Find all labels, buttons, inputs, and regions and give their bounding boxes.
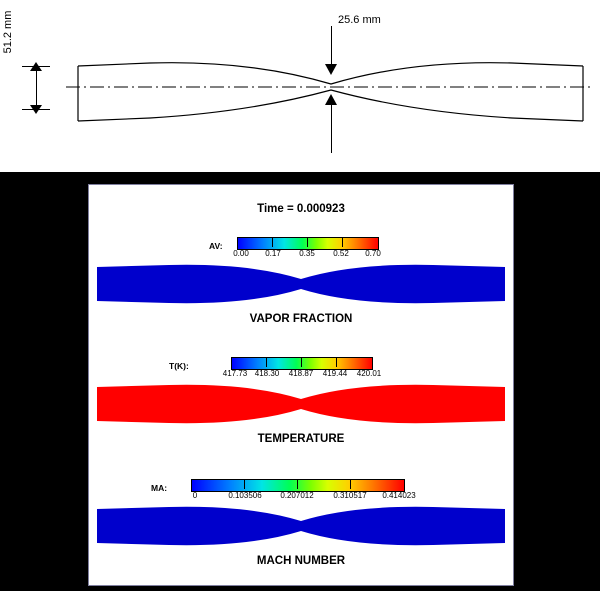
tick-label: 0.310517 xyxy=(333,491,367,500)
nozzle-field-vapor-fraction xyxy=(89,261,513,307)
field-contour xyxy=(97,385,505,423)
tick-label: 420.01 xyxy=(356,369,382,378)
panel-vapor-fraction xyxy=(89,235,513,325)
legend-key-label: T(K): xyxy=(169,361,189,371)
nozzle-outline-svg xyxy=(0,0,600,172)
field-contour xyxy=(97,507,505,545)
inlet-dim-shaft xyxy=(36,66,37,110)
panel-caption: MACH NUMBER xyxy=(256,555,346,567)
colorbar-tick xyxy=(297,480,298,489)
nozzle-field-temperature xyxy=(89,381,513,427)
throat-dimension-label: 25.6 mm xyxy=(338,14,381,26)
tick-label: 418.87 xyxy=(288,369,314,378)
tick-label: 0.52 xyxy=(333,249,349,258)
inlet-dim-arrow-bottom xyxy=(30,105,42,114)
throat-arrow-upper-head xyxy=(325,64,337,75)
panel-caption: TEMPERATURE xyxy=(257,433,345,445)
tick-label: 418.30 xyxy=(254,369,280,378)
colorbar-tick xyxy=(342,238,343,247)
colorbar-tick xyxy=(266,358,267,367)
panel-mach-number xyxy=(89,477,513,567)
tick-label: 0.00 xyxy=(233,249,249,258)
field-contour xyxy=(97,265,505,303)
inlet-dim-arrow-top xyxy=(30,62,42,71)
colorbar-tick-labels xyxy=(233,249,381,261)
legend-key-label: AV: xyxy=(209,241,223,251)
tick-label: 0.207012 xyxy=(280,491,314,500)
colorbar-tick xyxy=(301,358,302,367)
colorbar-tick xyxy=(307,238,308,247)
colorbar-tick xyxy=(350,480,351,489)
tick-label: 0.70 xyxy=(365,249,381,258)
cfd-result-canvas xyxy=(0,172,600,591)
inlet-dimension-label: 51.2 mm xyxy=(2,10,14,54)
legend-key-label: MA: xyxy=(151,483,168,493)
cfd-plot-area xyxy=(88,184,514,586)
tick-label: 0.103506 xyxy=(228,491,262,500)
throat-arrow-lower-head xyxy=(325,94,337,105)
legend-vapor-fraction xyxy=(89,235,513,261)
tick-label: 0 xyxy=(192,491,198,500)
panel-temperature xyxy=(89,355,513,445)
colorbar-tick xyxy=(244,480,245,489)
tick-label: 0.414023 xyxy=(382,491,416,500)
legend-mach-number xyxy=(89,477,513,503)
colorbar-tick xyxy=(272,238,273,247)
tick-label: 0.17 xyxy=(265,249,281,258)
tick-label: 417.73 xyxy=(222,369,248,378)
nozzle-schematic xyxy=(0,0,600,172)
simulation-time-label: Time = 0.000923 xyxy=(257,203,345,215)
throat-arrow-lower-shaft xyxy=(331,101,332,153)
colorbar-tick-labels xyxy=(191,491,416,503)
colorbar-tick-labels xyxy=(222,369,382,381)
nozzle-field-mach-number xyxy=(89,503,513,549)
panel-caption: VAPOR FRACTION xyxy=(249,313,353,325)
tick-label: 419.44 xyxy=(322,369,348,378)
tick-label: 0.35 xyxy=(299,249,315,258)
legend-temperature xyxy=(89,355,513,381)
colorbar-tick xyxy=(336,358,337,367)
